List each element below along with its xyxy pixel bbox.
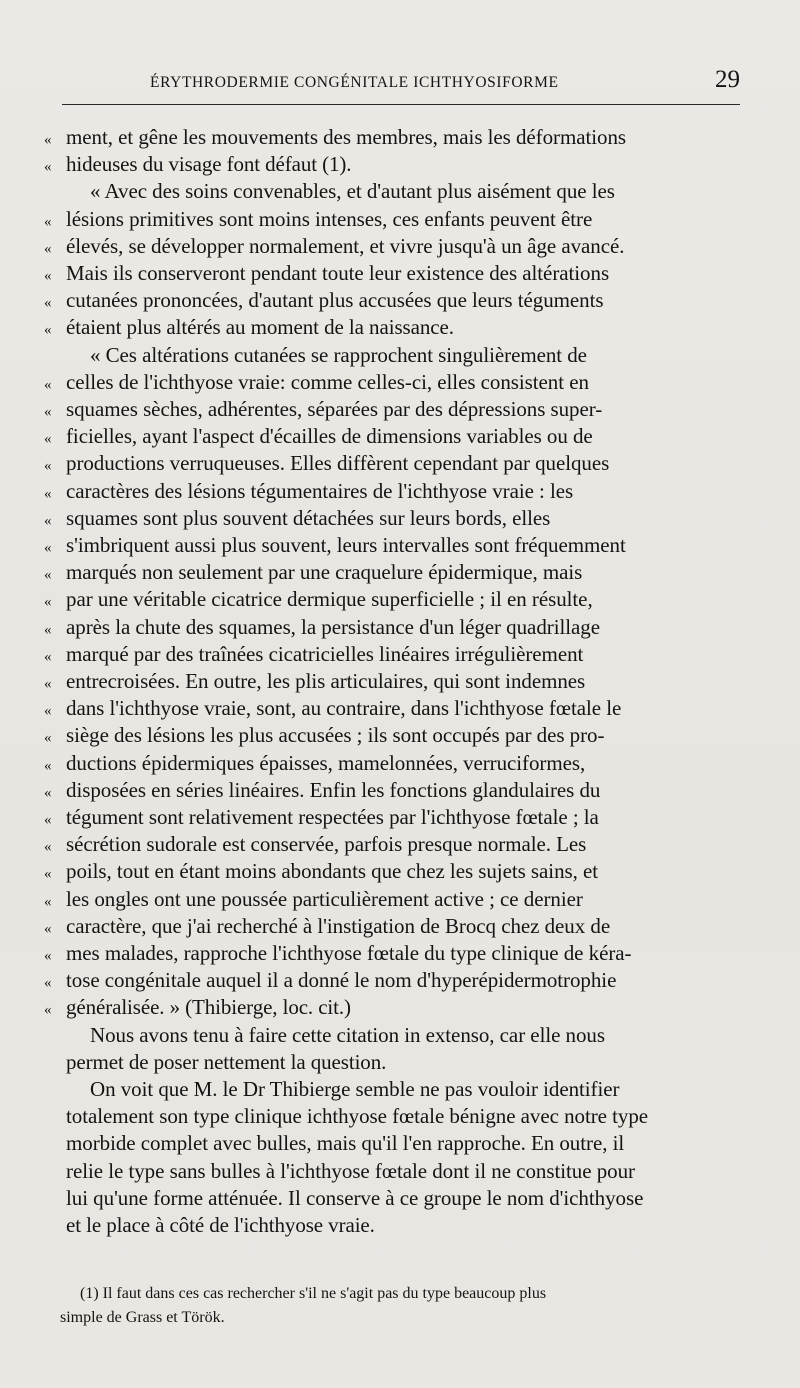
quote-mark: «	[44, 404, 52, 420]
line-text: « Ces altérations cutanées se rapprochent singulièrement de	[90, 342, 587, 367]
line-text: les ongles ont une poussée particulièrement active ; ce dernier	[66, 886, 583, 911]
quote-mark: «	[44, 159, 52, 176]
text-line	[44, 260, 764, 287]
quote-mark: «	[44, 648, 52, 665]
line-text: ductions épidermiques épaisses, mamelonnées, verruciformes,	[66, 750, 586, 775]
line-text: après la chute des squames, la persistance d'un léger quadrillage	[66, 614, 600, 639]
text-line	[44, 1076, 764, 1103]
line-text: Nous avons tenu à faire cette citation in extenso, car elle nous	[90, 1022, 605, 1047]
line-text: s'imbriquent aussi plus souvent, leurs intervalles sont fréquemment	[66, 533, 626, 557]
quote-mark: «	[44, 567, 52, 584]
quote-mark: «	[44, 512, 52, 529]
line-text: lui qu'une forme atténuée. Il conserve à ce groupe le nom d'ichthyose	[66, 1185, 644, 1210]
text-line	[44, 858, 764, 885]
text-line	[44, 668, 764, 695]
quote-mark: «	[44, 812, 52, 828]
text-line	[44, 532, 764, 559]
text-line	[44, 940, 764, 967]
line-text: morbide complet avec bulles, mais qu'il l'en rapproche. En outre, il	[66, 1131, 625, 1156]
quote-mark: «	[44, 240, 52, 257]
text-line	[44, 314, 764, 341]
quote-mark: «	[44, 213, 52, 230]
line-text: étaient plus altérés au moment de la naissance.	[66, 315, 454, 340]
text-line	[44, 641, 764, 668]
text-line	[44, 478, 764, 505]
text-line	[44, 1185, 764, 1212]
line-text: squames sont plus souvent détachées sur leurs bords, elles	[66, 505, 551, 530]
text-line	[44, 287, 764, 314]
line-text: généralisée. » (Thibierge, loc. cit.)	[66, 995, 351, 1020]
line-text: ment, et gêne les mouvements des membres, mais les déformations	[66, 125, 627, 149]
header-rule	[62, 104, 740, 105]
text-line	[44, 396, 764, 423]
quote-mark: «	[44, 757, 52, 774]
text-line	[44, 1049, 764, 1076]
quote-mark: «	[44, 948, 52, 964]
quote-mark: «	[44, 730, 52, 747]
text-line	[44, 1158, 764, 1185]
line-text: marqué par des traînées cicatricielles linéaires irrégulièrement	[66, 641, 584, 666]
footnote-line: simple de Grass et Török.	[60, 1309, 225, 1326]
line-text: par une véritable cicatrice dermique superficielle ; il en résulte,	[66, 587, 593, 612]
text-line	[44, 505, 764, 532]
line-text: disposées en séries linéaires. Enfin les fonctions glandulaires du	[66, 777, 601, 802]
line-text: tose congénitale auquel il a donné le nom d'hyperépidermotrophie	[66, 968, 617, 993]
line-text: mes malades, rapproche l'ichthyose fœtale du type clinique de kéra-	[66, 941, 632, 965]
text-line	[44, 804, 764, 831]
quote-mark: «	[44, 594, 52, 611]
line-text: tégument sont relativement respectées par l'ichthyose fœtale ; la	[66, 805, 599, 829]
quote-mark: «	[44, 485, 52, 502]
line-text: élevés, se développer normalement, et vivre jusqu'à un âge avancé.	[66, 233, 625, 258]
quote-mark: «	[44, 784, 52, 801]
line-text: entrecroisées. En outre, les plis articulaires, qui sont indemnes	[66, 669, 586, 693]
running-title: ÉRYTHRODERMIE CONGÉNITALE ICHTHYOSIFORME	[150, 74, 559, 91]
line-text: totalement son type clinique ichthyose fœtale bénigne avec notre type	[66, 1104, 649, 1129]
text-line	[44, 1130, 764, 1157]
line-text: On voit que M. le Dr Thibierge semble ne pas vouloir identifier	[90, 1077, 620, 1101]
text-line	[44, 450, 764, 477]
quote-mark: «	[44, 839, 52, 856]
text-line	[44, 559, 764, 586]
text-line	[44, 233, 764, 260]
quote-mark: «	[44, 920, 52, 937]
text-line	[44, 1103, 764, 1130]
text-line	[44, 994, 764, 1021]
line-text: caractères des lésions tégumentaires de l'ichthyose vraie : les	[66, 478, 574, 503]
text-line	[44, 206, 764, 233]
text-line	[44, 886, 764, 913]
line-text: ficielles, ayant l'aspect d'écailles de dimensions variables ou de	[66, 424, 593, 449]
text-line	[44, 342, 764, 369]
quote-mark: «	[44, 893, 52, 910]
line-text: cutanées prononcées, d'autant plus accusées que leurs téguments	[66, 288, 604, 313]
line-text: relie le type sans bulles à l'ichthyose fœtale dont il ne constitue pour	[66, 1158, 635, 1183]
line-text: lésions primitives sont moins intenses, ces enfants peuvent être	[66, 206, 593, 231]
quote-mark: «	[44, 975, 52, 992]
line-text: Mais ils conserveront pendant toute leur existence des altérations	[66, 261, 610, 285]
line-text: celles de l'ichthyose vraie: comme celles-ci, elles consistent en	[66, 369, 589, 394]
line-text: dans l'ichthyose vraie, sont, au contraire, dans l'ichthyose fœtale le	[66, 696, 622, 721]
quote-mark: «	[44, 1002, 52, 1019]
text-line	[44, 614, 764, 641]
quote-mark: «	[44, 458, 52, 475]
line-text: squames sèches, adhérentes, séparées par des dépressions super-	[66, 397, 603, 421]
text-line	[44, 695, 764, 722]
line-text: sécrétion sudorale est conservée, parfois presque normale. Les	[66, 832, 587, 857]
text-line	[44, 750, 764, 777]
quote-mark: «	[44, 866, 52, 883]
text-line	[44, 1022, 764, 1049]
line-text: permet de poser nettement la question.	[66, 1049, 387, 1074]
text-line	[44, 178, 764, 205]
quote-mark: «	[44, 295, 52, 312]
page-header	[150, 66, 740, 100]
quote-mark: «	[44, 322, 52, 339]
quote-mark: «	[44, 132, 52, 148]
line-text: siège des lésions les plus accusées ; ils sont occupés par des pro-	[66, 723, 605, 748]
text-line	[44, 423, 764, 450]
quote-mark: «	[44, 676, 52, 692]
quote-mark: «	[44, 431, 52, 448]
text-line	[44, 151, 764, 178]
quote-mark: «	[44, 621, 52, 638]
line-text: poils, tout en étant moins abondants que chez les sujets sains, et	[66, 859, 599, 884]
line-text: « Avec des soins convenables, et d'autant plus aisément que les	[90, 179, 615, 204]
line-text: et le place à côté de l'ichthyose vraie.	[66, 1213, 375, 1237]
line-text: productions verruqueuses. Elles diffèrent cependant par quelques	[66, 451, 610, 476]
text-line	[44, 967, 764, 994]
text-line	[44, 831, 764, 858]
quote-mark: «	[44, 268, 52, 284]
text-line	[44, 369, 764, 396]
page-number: 29	[715, 66, 740, 93]
text-line	[44, 124, 764, 151]
footnote-line: (1) Il faut dans ces cas rechercher s'il ne s'agit pas du type beaucoup plus	[80, 1285, 547, 1302]
line-text: marqués non seulement par une craquelure épidermique, mais	[66, 560, 583, 585]
text-line	[44, 722, 764, 749]
text-line	[44, 777, 764, 804]
text-line	[44, 913, 764, 940]
quote-mark: «	[44, 703, 52, 720]
line-text: hideuses du visage font défaut (1).	[66, 152, 352, 177]
quote-mark: «	[44, 540, 52, 556]
text-line	[44, 586, 764, 613]
quote-mark: «	[44, 376, 52, 393]
line-text: caractère, que j'ai recherché à l'instigation de Brocq chez deux de	[66, 913, 611, 938]
text-line	[44, 1212, 764, 1239]
